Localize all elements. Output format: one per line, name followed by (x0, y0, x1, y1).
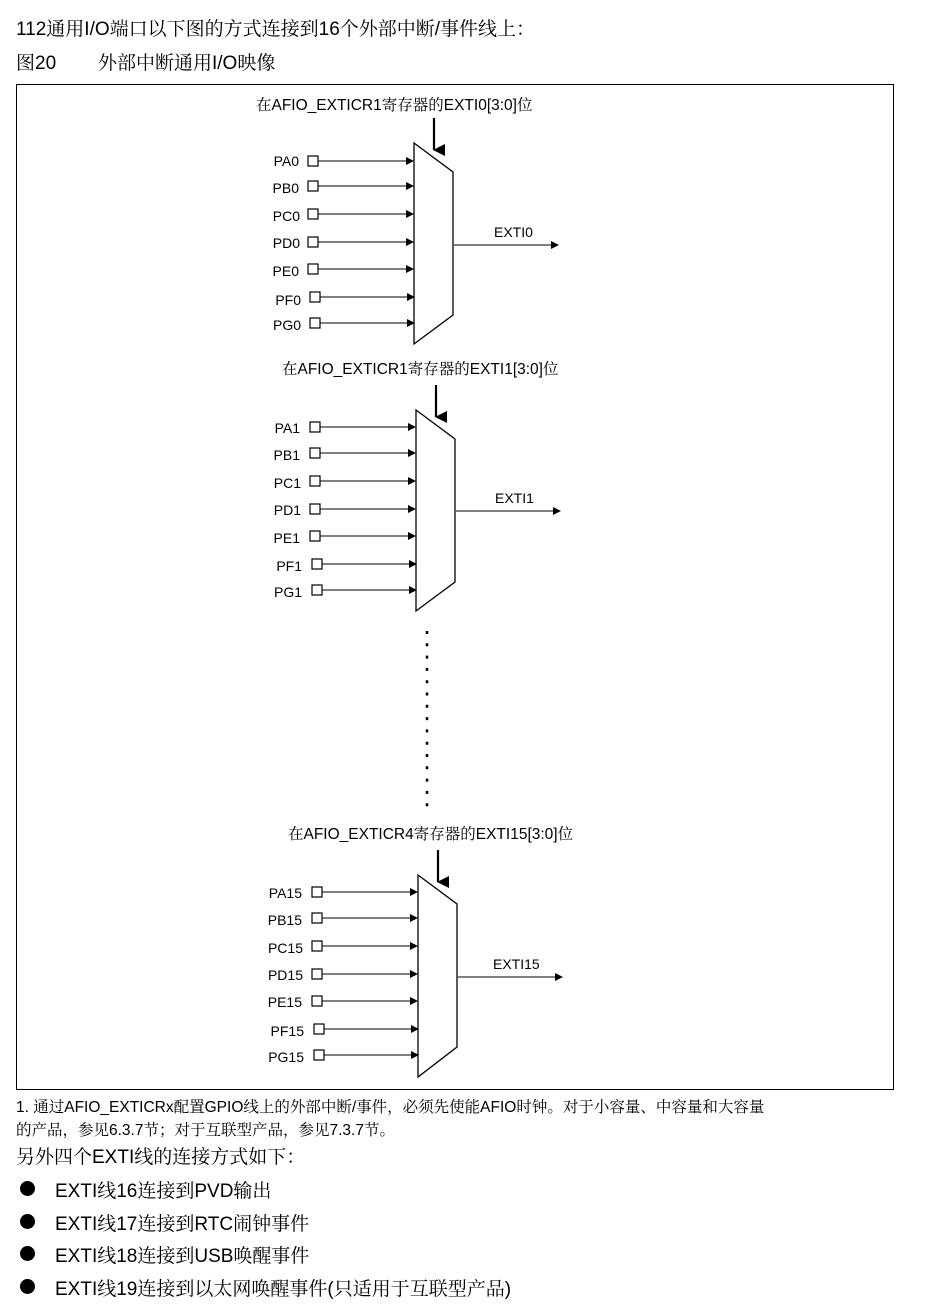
mux-exti0 (256, 95, 558, 344)
pin-label: PC15 (267, 940, 303, 956)
figure-title: 外部中断通用I/O映像 (98, 53, 276, 74)
register-label: 在AFIO_EXTICR1寄存器的EXTI1[3:0]位 (282, 361, 559, 378)
multiplexer-shape (414, 143, 453, 344)
mux-exti15 (268, 824, 573, 1077)
list-item-text: EXTI线17连接到RTC闹钟事件 (55, 1213, 310, 1235)
pin-square-icon (310, 476, 320, 486)
pin-square-icon (308, 264, 318, 274)
register-label: 在AFIO_EXTICR4寄存器的EXTI15[3:0]位 (288, 826, 574, 843)
pin-label: PA15 (268, 885, 302, 901)
mux-exti1 (274, 359, 560, 611)
output-label: EXTI0 (494, 224, 533, 240)
pin-label: PB1 (273, 447, 300, 463)
pin-square-icon (310, 504, 320, 514)
pin-square-icon (312, 585, 322, 595)
input-pins (274, 420, 416, 600)
pin-label: PC1 (273, 475, 301, 491)
pin-label: PA1 (274, 420, 300, 436)
pin-label: PF0 (275, 292, 301, 308)
bullet-icon (20, 1181, 35, 1196)
footnote-line-2: 的产品，参见6.3.7节；对于互联型产品，参见7.3.7节。 (16, 1122, 395, 1139)
pin-label: PA0 (273, 153, 299, 169)
list-item-text: EXTI线16连接到PVD输出 (55, 1181, 272, 1202)
bullet-icon (20, 1214, 35, 1229)
pin-label: PD1 (273, 502, 301, 518)
pin-square-icon (314, 1050, 324, 1060)
pin-square-icon (310, 318, 320, 328)
pin-label: PD0 (272, 235, 300, 251)
pin-square-icon (308, 156, 318, 166)
footnote-line-1: 1. 通过AFIO_EXTICRx配置GPIO线上的外部中断/事件，必须先使能AFIO时钟。对于小容量、中容量和大容量 (16, 1099, 765, 1116)
bullet-icon (20, 1279, 35, 1294)
pin-square-icon (312, 969, 322, 979)
pin-square-icon (312, 559, 322, 569)
figure-number: 图20 (16, 53, 57, 74)
pin-label: PF15 (270, 1023, 304, 1039)
multiplexer-shape (416, 410, 455, 611)
multiplexer-shape (418, 875, 457, 1077)
pin-square-icon (312, 913, 322, 923)
pin-square-icon (312, 887, 322, 897)
pin-square-icon (308, 209, 318, 219)
bullet-icon (20, 1246, 35, 1261)
pin-label: PD15 (267, 967, 303, 983)
list-item-text: EXTI线18连接到USB唤醒事件 (55, 1246, 310, 1267)
pin-label: PE1 (273, 530, 300, 546)
input-pins (273, 153, 414, 333)
pin-square-icon (310, 422, 320, 432)
pin-square-icon (310, 448, 320, 458)
pin-label: PC0 (272, 208, 300, 224)
pin-label: PG1 (273, 584, 302, 600)
pin-square-icon (312, 996, 322, 1006)
output-label: EXTI15 (493, 956, 540, 972)
pin-square-icon (314, 1024, 324, 1034)
pin-label: PB0 (272, 180, 299, 196)
list-item-text: EXTI线19连接到以太网唤醒事件(只适用于互联型产品) (55, 1278, 512, 1300)
intro-text: 112通用I/O端口以下图的方式连接到16个外部中断/事件线上： (16, 19, 536, 40)
pin-square-icon (308, 181, 318, 191)
subheading: 另外四个EXTI线的连接方式如下： (16, 1147, 306, 1168)
input-pins (268, 885, 418, 1065)
pin-square-icon (310, 531, 320, 541)
pin-label: PE15 (267, 994, 302, 1010)
pin-label: PG15 (268, 1049, 304, 1065)
pin-label: PG0 (272, 317, 301, 333)
pin-square-icon (312, 941, 322, 951)
pin-label: PE0 (272, 263, 299, 279)
pin-label: PB15 (267, 912, 302, 928)
pin-square-icon (308, 237, 318, 247)
pin-square-icon (310, 292, 320, 302)
pin-label: PF1 (276, 558, 302, 574)
register-label: 在AFIO_EXTICR1寄存器的EXTI0[3:0]位 (256, 97, 533, 114)
output-label: EXTI1 (495, 490, 534, 506)
